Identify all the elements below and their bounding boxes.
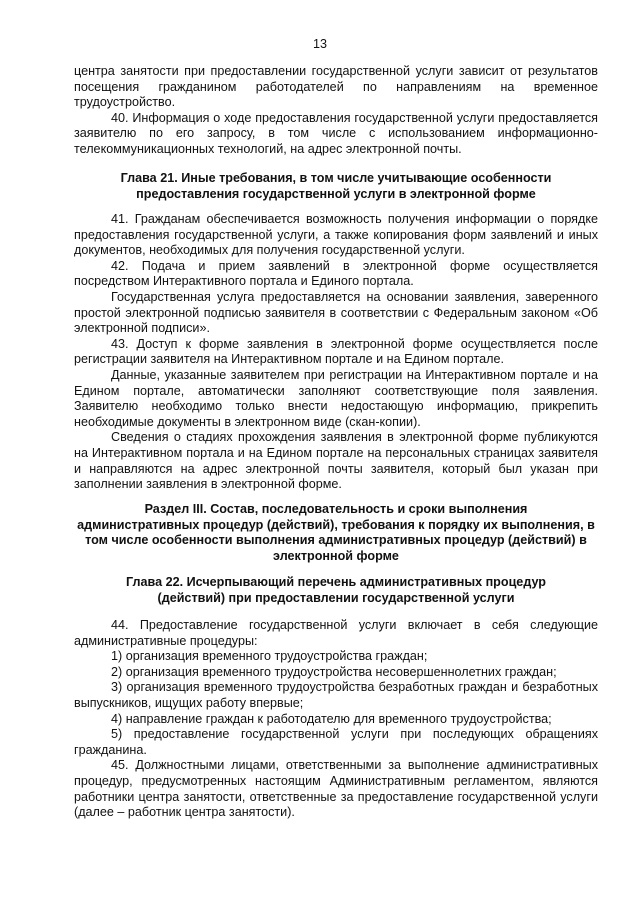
paragraph-42-note: Государственная услуга предоставляется на основании заявления, заверенного простой электронной подписью заявителя в соответствии с Федеральным законом «Об электронной подписи». <box>74 289 598 336</box>
chapter-22-heading <box>74 575 598 606</box>
paragraph-43-status: Сведения о стадиях прохождения заявления в электронной форме публикуются на Интерактивном портала и на Едином портале на персональных страницах заявителя и направляются на адрес электронной почты заявителя, который был указан при заполнении заявления в электронной форме. <box>74 430 598 492</box>
section-3-line3: том числе особенности выполнения административных процедур (действий) в <box>85 533 587 548</box>
chapter-21-body <box>74 212 598 493</box>
paragraph-43: 43. Доступ к форме заявления в электронной форме осуществляется после регистрации заявителя на Интерактивном портале и на Едином портале. <box>74 336 598 367</box>
paragraph-40: 40. Информация о ходе предоставления государственной услуги предоставляется заявителю по его запросу, в том числе с использованием информационно-телекоммуникационных технологий, на адрес электронной почты. <box>74 110 598 156</box>
section-3-line1: Раздел III. Состав, последовательность и сроки выполнения <box>144 502 528 516</box>
list-item-4: 4) направление граждан к работодателю для временного трудоустройства; <box>111 711 552 726</box>
paragraph-41: 41. Гражданам обеспечивается возможность получения информации о порядке предоставления государственной услуги, а также копирования форм заявлений и иных документов, необходимых для получения государственной услуги. <box>74 212 598 258</box>
paragraph-43-data: Данные, указанные заявителем при регистрации на Интерактивном портале и на Едином портале, автоматически заполняют соответствующие поля заявления. Заявителю необходимо только внести недостающую информацию, прикрепить необходимые документы в электронном виде (скан-копии). <box>74 367 598 429</box>
section-3-line2: административных процедур (действий), требования к порядку их выполнения, в <box>77 517 595 532</box>
chapter-21-title-line1: Глава 21. Иные требования, в том числе учитывающие особенности <box>120 171 552 185</box>
paragraph-44: 44. Предоставление государственной услуги включает в себя следующие административные процедуры: <box>74 618 598 648</box>
chapter-22-title-line1: Глава 22. Исчерпывающий перечень административных процедур <box>125 575 546 589</box>
top-text-block <box>74 64 598 158</box>
list-item-2: 2) организация временного трудоустройства несовершеннолетних граждан; <box>111 664 557 679</box>
chapter-22-title-line2: (действий) при предоставлении государственной услуги <box>157 590 515 605</box>
paragraph-42: 42. Подача и прием заявлений в электронной форме осуществляется посредством Интерактивного портала и Единого портала. <box>74 258 598 289</box>
chapter-21-heading <box>74 171 598 202</box>
chapter-21-title-line2: предоставления государственной услуги в электронной форме <box>136 186 536 201</box>
page-number: 13 <box>312 37 327 51</box>
section-3-line4: электронной форме <box>273 548 399 563</box>
chapter-22-body <box>74 618 598 821</box>
section-3-heading <box>74 502 598 564</box>
list-item-5: 5) предоставление государственной услуги при последующих обращениях гражданина. <box>74 727 598 757</box>
paragraph-continuation: центра занятости при предоставлении государственной услуги зависит от результатов посещения гражданином работодателей по направлениям на временное трудоустройство. <box>74 64 598 110</box>
list-item-1: 1) организация временного трудоустройства граждан; <box>111 649 428 664</box>
list-item-3: 3) организация временного трудоустройства безработных граждан и безработных выпускников, ищущих работу впервые; <box>74 680 598 710</box>
paragraph-45: 45. Должностными лицами, ответственными за выполнение административных процедур, предусмотренных настоящим Административным регламентом, являются работники центра занятости, ответственные за предоставление государственной услуги (далее – работник центра занятости). <box>74 758 598 820</box>
